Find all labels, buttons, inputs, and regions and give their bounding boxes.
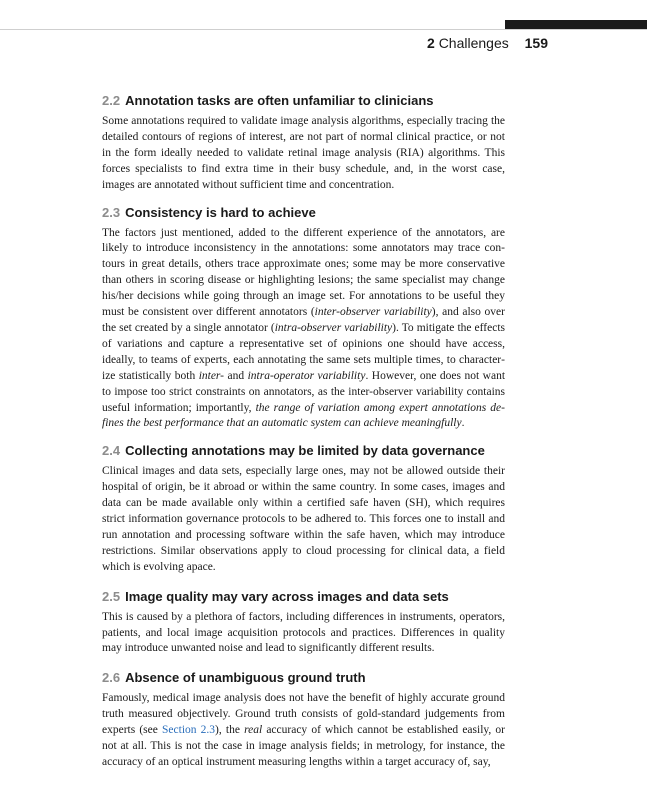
page-number: 159 [524, 35, 548, 51]
paragraph-text: Famously, medical image analysis does not have the benefit of highly accurate ground truth measured objectively. Ground truth consists of gold-standard judgements from experts (see [102, 692, 505, 737]
section-number: 2.6 [102, 670, 121, 686]
page-body [102, 92, 505, 771]
section-2-2 [102, 92, 505, 194]
section-title: Absence of unambiguous ground truth [125, 670, 366, 686]
section-heading [102, 588, 505, 606]
section-number: 2.3 [102, 204, 121, 220]
header-rule [0, 29, 647, 30]
section-heading [102, 204, 505, 222]
section-paragraph: Clinical images and data sets, especially large ones, may not be allowed outside their hospital of origin, be it abroad or within the same country. In some cases, images and data can be made available only within a certified safe haven (SH), which requires strict information governance protocols to be adhered to. This forces one to install and run annotation and processing software within the safe haven, which may introduce restrictions. Similar observations apply to cloud processing for clinical data, a field which is evolving apace. [102, 465, 505, 573]
section-paragraph [102, 691, 505, 771]
paragraph-text: ). To mitigate the effects of variations and capture a representative set of opinions one should have access, ideally, to teams of experts, each annotating the same sets multiple times, to characterize statistically both [102, 321, 505, 382]
paragraph-text: ), and also over the set created by a single annotator ( [102, 306, 505, 334]
section-cross-reference-link[interactable]: Section 2.3 [162, 724, 216, 737]
section-title: Consistency is hard to achieve [125, 204, 316, 220]
section-2-6 [102, 669, 505, 771]
paragraph-text: and [224, 369, 248, 382]
chapter-title: Challenges [438, 35, 509, 51]
section-2-5 [102, 588, 505, 658]
section-title: Collecting annotations may be limited by data governance [125, 443, 485, 459]
section-title: Image quality may vary across images and data sets [125, 588, 449, 604]
section-number: 2.2 [102, 93, 121, 108]
paragraph-text: ), the [215, 724, 245, 737]
italic-term: real [244, 724, 263, 737]
section-heading [102, 669, 505, 687]
section-number: 2.5 [102, 588, 121, 604]
section-2-4 [102, 442, 505, 575]
section-paragraph: This is caused by a plethora of factors, including differences in instruments, operators, patients, and local image acquisition protocols and practices. Differences in quality may introduce unwanted noise and lead to significantly different results. [102, 610, 505, 655]
chapter-number: 2 [427, 35, 435, 51]
section-heading [102, 442, 505, 460]
paragraph-text: . [461, 417, 465, 430]
section-title: Annotation tasks are often unfamiliar to clinicians [125, 93, 434, 108]
paragraph-text: . However, one does not want to impose too strict constraints on annotators, as the inter-observer variability contains useful information; importantly, [102, 369, 506, 414]
italic-term: inter- [198, 369, 225, 382]
paragraph-text: The factors just mentioned, added to the different experience of the annotators, are likely to introduce inconsistency in the annotations: some annotators may trace contours in great details, others trace approximate ones; some may be more conservative than others in scoring disease or highlighting lesions; the same specialist may change his/her decisions while going through an image set. For annotations to be useful they must be consistent over different annotators ( [102, 226, 505, 319]
running-head [380, 35, 548, 51]
section-heading [102, 92, 505, 110]
italic-term: intra-observer variability [274, 321, 393, 334]
paragraph-text: accuracy of which cannot be established easily, or not at all. This is not the case in image analysis fields; in metrology, for instance, the accuracy of an optical instrument measuring lengths within a target accuracy of, say, [102, 724, 505, 768]
section-number: 2.4 [102, 443, 121, 459]
section-paragraph: Some annotations required to validate image analysis algorithms, especially tracing the detailed contours of regions of interest, are not part of normal clinical practice, or not in the form ideally needed to validate retinal image analysis (RIA) algorithms. This forces specialists to find extra time in their busy schedule, and, in the worst case, images are annotated without sufficient time and concentration. [102, 115, 505, 191]
italic-emphasis: the range of variation among expert annotations defines the best performance that an automatic system can achieve meaningfully [102, 401, 505, 430]
section-paragraph [102, 226, 505, 433]
italic-term: inter-observer variability [314, 306, 432, 319]
italic-term: intra-operator variability [247, 369, 366, 382]
section-2-3 [102, 204, 505, 433]
